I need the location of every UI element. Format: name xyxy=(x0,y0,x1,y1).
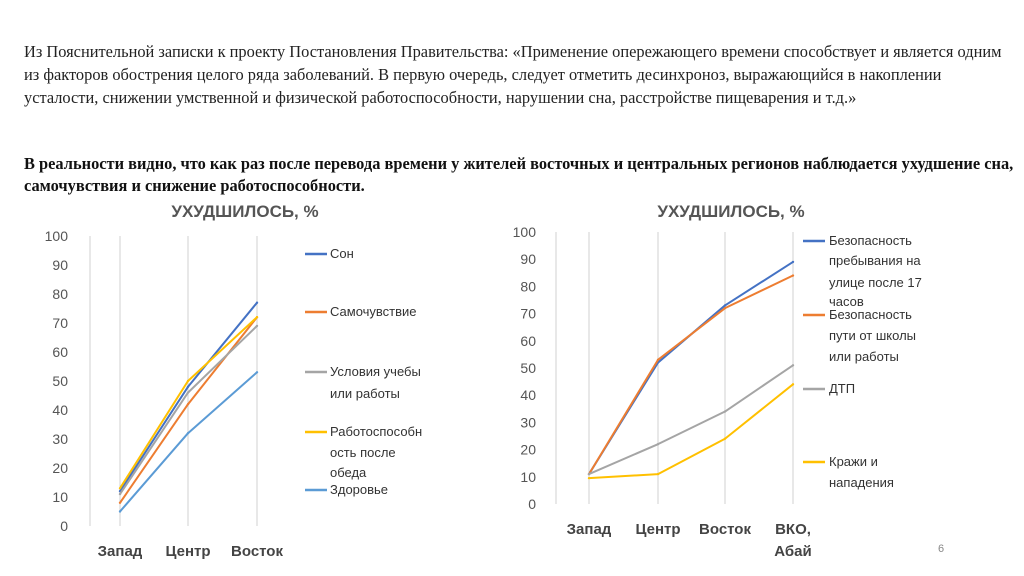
y-tick-label: 30 xyxy=(52,431,68,447)
series-line-1 xyxy=(589,262,793,474)
data-point xyxy=(119,510,121,512)
data-point xyxy=(657,359,659,361)
data-point xyxy=(119,502,121,504)
data-point xyxy=(724,307,726,309)
y-tick-label: 0 xyxy=(60,518,68,534)
chart-2 xyxy=(513,202,922,560)
legend-label: Здоровье xyxy=(330,482,389,497)
y-tick-label: 100 xyxy=(44,228,68,244)
x-tick-label: Восток xyxy=(231,543,283,560)
legend-label: Безопасность xyxy=(829,307,912,322)
data-point xyxy=(187,403,189,405)
data-point xyxy=(657,443,659,445)
y-tick-label: 0 xyxy=(528,496,536,512)
y-tick-label: 70 xyxy=(520,305,536,322)
legend-label: пути от школы xyxy=(829,328,917,343)
legend-label: нападения xyxy=(829,475,894,490)
x-tick-label-cont: Абай xyxy=(774,543,812,560)
data-point xyxy=(724,304,726,306)
x-tick-label: Запад xyxy=(97,543,143,560)
data-point xyxy=(724,410,726,412)
y-tick-label: 100 xyxy=(512,224,536,240)
legend-label: Работоспособн xyxy=(330,424,423,439)
x-tick-label: Центр xyxy=(635,521,681,538)
legend-label: или работы xyxy=(829,349,899,364)
series-line-2 xyxy=(589,276,793,475)
data-point xyxy=(187,386,189,388)
legend-label: Сон xyxy=(330,246,354,261)
x-tick-label: Центр xyxy=(165,543,211,560)
y-tick-label: 70 xyxy=(52,315,68,331)
data-point xyxy=(792,364,794,366)
legend-label: часов xyxy=(829,294,864,309)
data-point xyxy=(187,380,189,382)
y-tick-label: 60 xyxy=(520,332,536,349)
data-point xyxy=(256,316,258,318)
data-point xyxy=(256,325,258,327)
legend-label: обеда xyxy=(330,465,367,480)
data-point xyxy=(657,473,659,475)
chart-title: УХУДШИЛОСЬ, % xyxy=(657,202,805,221)
legend-label: ДТП xyxy=(829,381,856,396)
legend-label: пребывания на xyxy=(829,253,921,268)
y-tick-label: 40 xyxy=(520,387,536,404)
chart-title: УХУДШИЛОСЬ, % xyxy=(171,202,319,221)
legend-label: или работы xyxy=(330,386,400,401)
data-point xyxy=(588,473,590,475)
y-tick-label: 80 xyxy=(520,278,536,295)
y-tick-label: 30 xyxy=(520,414,536,431)
y-tick-label: 10 xyxy=(52,489,68,505)
data-point xyxy=(256,371,258,373)
data-point xyxy=(724,438,726,440)
data-point xyxy=(187,391,189,393)
y-tick-label: 80 xyxy=(52,286,68,302)
y-tick-label: 50 xyxy=(520,360,536,376)
legend-label: улице после 17 xyxy=(829,275,922,290)
y-tick-label: 10 xyxy=(520,468,536,485)
chart-1 xyxy=(45,202,423,560)
data-point xyxy=(792,274,794,276)
x-tick-label: Восток xyxy=(699,521,751,538)
y-tick-label: 50 xyxy=(52,373,68,389)
data-point xyxy=(119,487,121,489)
source-quote: Из Пояснительной записки к проекту Постановления Правительства: «Применение опережающего времени способствует и является одним из факторов обострения целого ряда заболеваний. В первую очередь, следует отметить десинхроноз, выражающийся в накоплении усталости, снижении умственной и физической работоспособности, нарушении сна, расстройстве пищеварения и т.д.» xyxy=(24,42,1002,107)
y-tick-label: 60 xyxy=(52,344,68,360)
series-line-4 xyxy=(589,384,793,478)
y-tick-label: 40 xyxy=(52,402,68,418)
y-tick-label: 20 xyxy=(520,441,536,458)
legend-label: Условия учебы xyxy=(330,364,421,379)
x-tick-label: ВКО, xyxy=(775,521,811,538)
y-tick-label: 90 xyxy=(52,257,68,273)
legend-label: Самочувствие xyxy=(330,304,417,319)
data-point xyxy=(119,493,121,495)
y-tick-label: 90 xyxy=(520,251,536,268)
data-point xyxy=(187,432,189,434)
legend-label: Безопасность xyxy=(829,233,912,248)
page-number: 6 xyxy=(938,543,945,555)
x-tick-label: Запад xyxy=(566,521,612,538)
data-point xyxy=(792,383,794,385)
data-point xyxy=(256,302,258,304)
y-tick-label: 20 xyxy=(52,460,68,476)
data-point xyxy=(792,261,794,263)
legend-label: ость после xyxy=(330,445,396,460)
legend-label: Кражи и xyxy=(829,454,878,469)
data-point xyxy=(588,477,590,479)
conclusion-text: В реальности видно, что как раз после перевода времени у жителей восточных и центральных регионов наблюдается ухудшение сна, самочувствия и снижение работоспособности. xyxy=(24,154,1014,195)
